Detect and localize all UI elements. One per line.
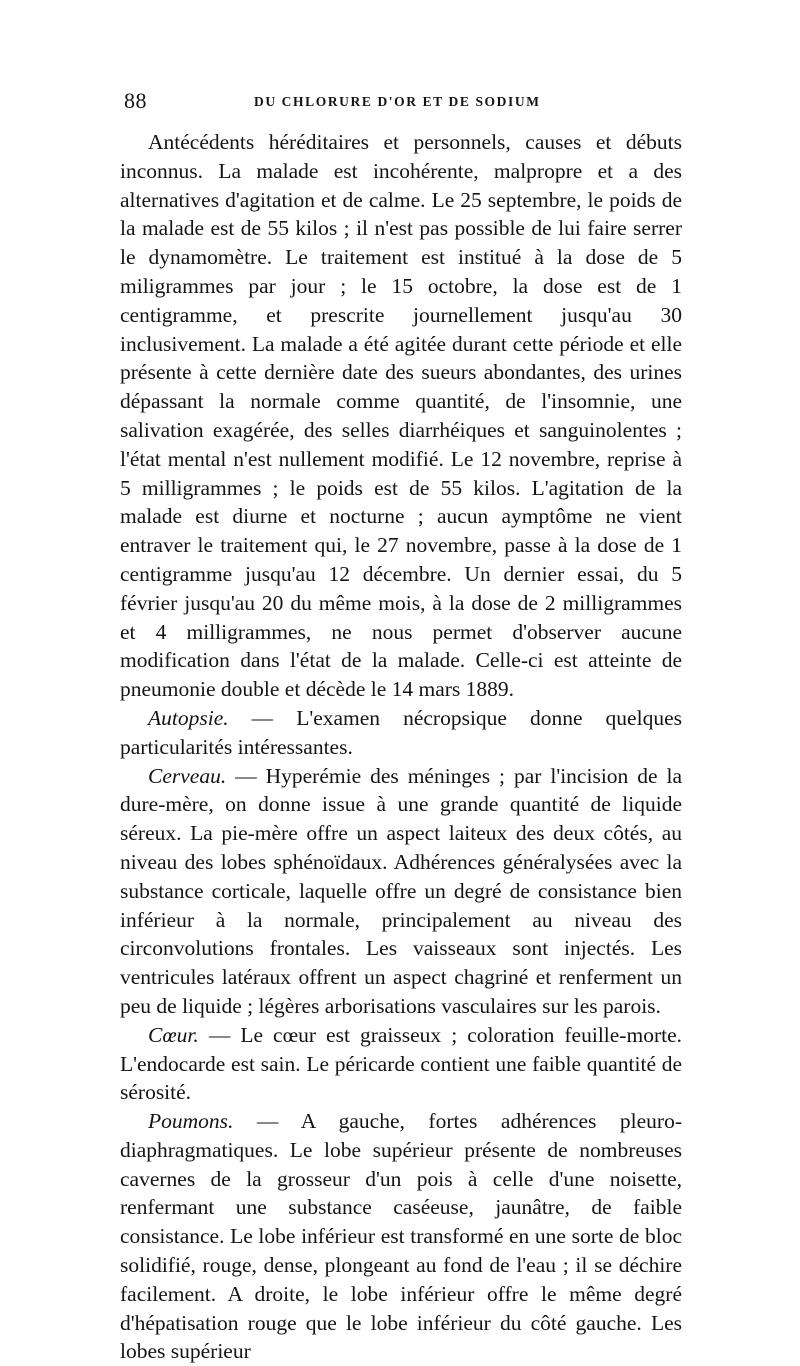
paragraph-coeur (120, 1021, 682, 1107)
page-number: 88 (124, 88, 147, 113)
paragraph-text: — Hyperémie des méninges ; par l'incision de la dure-mère, on donne issue à une grande quantité de liquide séreux. La pie-mère offre un aspect laiteux des deux côtés, au niveau des lobes sphénoïdaux. Adhérences généralysées avec la substance corticale, laquelle offre un degré de consistance bien inférieur à la normale, principalement au niveau des circonvolutions frontales. Les vaisseaux sont injectés. Les ventricules latéraux offrent un aspect chagriné et renferment un peu de liquide ; légères arborisations vasculaires sur les parois. (120, 763, 682, 1018)
paragraph-poumons (120, 1107, 682, 1366)
paragraph-cerveau (120, 762, 682, 1021)
section-label: Autopsie. (148, 705, 229, 730)
page-header (124, 88, 684, 120)
paragraph-autopsie (120, 704, 682, 762)
paragraph-text: — L'examen nécropsique donne quelques particularités intéressantes. (120, 705, 682, 759)
paragraph-text: — A gauche, fortes adhérences pleuro-diaphragmatiques. Le lobe supérieur présente de nombreuses cavernes de la grosseur d'un pois à celle d'une noisette, renfermant une substance caséeuse, jaunâtre, de faible consistance. Le lobe inférieur est transformé en une sorte de bloc solidifié, rouge, dense, plongeant au fond de l'eau ; il se déchire facilement. A droite, le lobe inférieur offre le même degré d'hépatisation rouge que le lobe inférieur du côté gauche. Les lobes supérieur (120, 1109, 682, 1364)
section-label: Cœur. (148, 1022, 199, 1047)
section-label: Poumons. (148, 1109, 234, 1134)
paragraph-antecedents (120, 128, 682, 704)
paragraph-text: — Le cœur est graisseux ; coloration feuille-morte. L'endocarde est sain. Le péricarde contient une faible quantité de sérosité. (120, 1022, 682, 1105)
paragraph-text: Antécédents héréditaires et personnels, causes et débuts inconnus. La malade est incohérente, malpropre et a des alternatives d'agitation et de calme. Le 25 septembre, le poids de la malade est de 55 kilos ; il n'est pas possible de lui faire serrer le dynamomètre. Le traitement est institué à la dose de 5 miligrammes par jour ; le 15 octobre, la dose est de 1 centigramme, et prescrite journellement jusqu'au 30 inclusivement. La malade a été agitée durant cette période et elle présente à cette dernière date des sueurs abondantes, des urines dépassant la normale comme quantité, de l'insomnie, une salivation exagérée, des selles diarrhéiques et sanguinolentes ; l'état mental n'est nullement modifié. Le 12 novembre, reprise à 5 milligrammes ; le poids est de 55 kilos. L'agitation de la malade est diurne et nocturne ; aucun aymptôme ne vient entraver le traitement qui, le 27 novembre, passe à la dose de 1 centigramme jusqu'au 12 décembre. Un dernier essai, du 5 février jusqu'au 20 du même mois, à la dose de 2 milligrammes et 4 milligrammes, ne nous permet d'observer aucune modification dans l'état de la malade. Celle-ci est atteinte de pneumonie double et décède le 14 mars 1889. (120, 130, 682, 702)
section-label: Cerveau. (148, 763, 227, 788)
running-title: DU CHLORURE D'OR ET DE SODIUM (254, 94, 541, 109)
body-text (120, 128, 682, 1366)
